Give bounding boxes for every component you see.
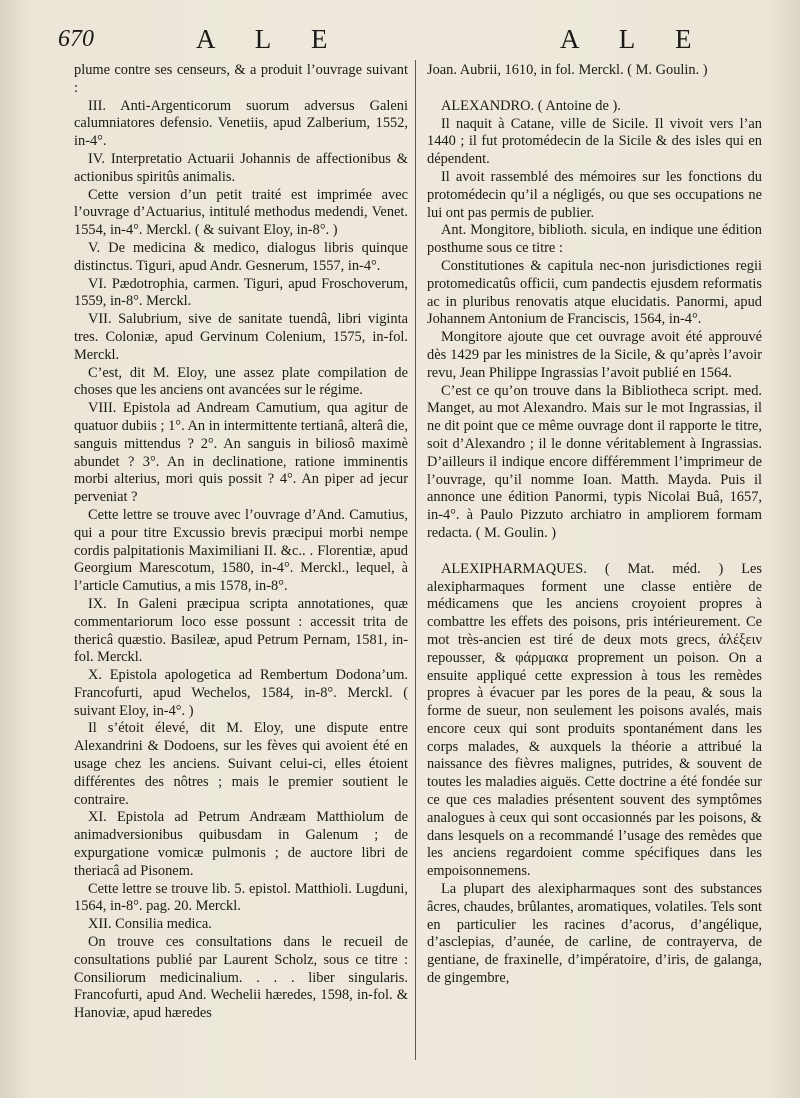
paragraph-title-citation: Constitutiones & capitula nec-non jurisdictiones regii protomedicatûs officii, cum pandectis ejusdem reformatis ac in pluribus renovatis atque elucidatis. Panormi, apud Johannem Antonium de Franciscis, 1564, in-4°. bbox=[427, 257, 762, 328]
entry-viii: VIII. Epistola ad Andream Camutium, qua agitur de quatuor dubiis ; 1°. An in intermittente tertianâ, alterâ die, sanguis mittendus ? 2°. An sanguis in biliosô maximè abundet ? 3°. An in declinatione, ratione imminentis morbi alterius, mori quis possit ? 4°. An piper ad jecur perveniat ? bbox=[74, 400, 408, 506]
paragraph: C’est ce qu’on trouve dans la Bibliotheca script. med. Manget, au mot Alexandro. Mais sur le mot Ingrassias, il ne dit point que ce même ouvrage dont il rapporte le titre, soit d’Alexandro ; il le donne véritablement à Ingrassias. D’ailleurs il indique encore différemment l’imprimeur de l’ouvrage, qu’il nomme Ioan. Matth. Mayda. Puis il annonce une édition Panormi, typis Nicolai Buâ, 1657, in-4°. à Paulo Pizzuto archiatro in ampliorem formam redacta. ( M. Goulin. ) bbox=[427, 382, 762, 541]
entry-vii: VII. Salubrium, sive de sanitate tuendâ, libri viginta tres. Coloniæ, apud Gervinum Colenium, 1575, in-fol. Merckl. bbox=[74, 311, 408, 363]
header-word-right: A L E bbox=[560, 24, 709, 54]
column-divider bbox=[415, 60, 416, 1060]
entry-xii: XII. Consilia medica. bbox=[88, 916, 212, 933]
running-header bbox=[0, 24, 800, 64]
article-heading-alexandro: ALEXANDRO. ( Antoine de ). bbox=[441, 97, 621, 114]
paragraph-note: Cette version d’un petit traité est imprimée avec l’ouvrage d’Actuarius, intitulé methodus medendi, Venet. 1554, in-4°. Merckl. ( & suivant Eloy, in-8°. ) bbox=[74, 186, 408, 239]
entry-v: V. De medicina & medico, dialogus libris quinque distinctus. Tiguri, apud Andr. Gesnerum, 1557, in-4°. bbox=[74, 239, 408, 274]
entry-vi: VI. Pædotrophia, carmen. Tiguri, apud Froschoverum, 1559, in-8°. Merckl. bbox=[74, 275, 408, 310]
paragraph-note: C’est, dit M. Eloy, une assez plate compilation de choses que les anciens ont avancées sur le régime. bbox=[74, 364, 408, 399]
paragraph-note: Cette lettre se trouve avec l’ouvrage d’And. Camutius, qui a pour titre Excussio brevis præcipui morbi nempe cordis palpitationis Maximiliani II. &c.. . Florentiæ, apud Georgium Marescotum, 1580, in-4°. Merckl., lequel, à l’article Camutius, a mis 1578, in-8°. bbox=[74, 506, 408, 595]
paragraph-continuation: plume contre ses censeurs, & a produit l’ouvrage suivant : bbox=[74, 62, 408, 96]
paragraph-continuation: Joan. Aubrii, 1610, in fol. Merckl. ( M. Goulin. ) bbox=[427, 62, 708, 78]
paragraph: La plupart des alexipharmaques sont des substances âcres, chaudes, brûlantes, aromatiques, volatiles. Tels sont en particulier les racines d’acorus, d’angélique, d’asclepias, d’aunée, de carline, de contrayerva, de gentiane, de fraxinelle, d’impératoire, d’iris, de galanga, de gingembre, bbox=[427, 881, 762, 987]
entry-iii: III. Anti-Argenticorum suorum adversus Galeni calumniatores defensio. Venetiis, apud Zalberium, 1552, in-4°. bbox=[74, 97, 408, 150]
paragraph-note: On trouve ces consultations dans le recueil de consultations publié par Laurent Scholz, sous ce titre : Consiliorum medicinalium. . . . liber singularis. Francofurti, apud And. Wechelii hæredes, 1598, in-fol. & Hanoviæ, apud hæredes bbox=[74, 934, 408, 1022]
header-word-left: A L E bbox=[196, 24, 345, 54]
right-column bbox=[427, 62, 762, 1092]
entry-ix: IX. In Galeni præcipua scripta annotationes, quæ commentariorum loco esse possunt : accessit trita de thericâ quæstio. Basileæ, apud Petrum Pernam, 1581, in-fol. Merckl. bbox=[74, 595, 408, 666]
paragraph: Mongitore ajoute que cet ouvrage avoit été approuvé dès 1429 par les ministres de la Sicile, & qu’après l’avoir revu, Jean Philippe Ingrassias l’avoit publié en 1564. bbox=[427, 329, 762, 381]
paragraph: Il naquit à Catane, ville de Sicile. Il vivoit vers l’an 1440 ; il fut protomédecin de la Sicile & des isles qui en dépendent. bbox=[427, 115, 762, 168]
paragraph: Il avoit rassemblé des mémoires sur les fonctions du protomédecin qu’il a négligés, ou que ses occupations ne lui ont pas permis de publier. bbox=[427, 168, 762, 221]
paragraph-note: Il s’étoit élevé, dit M. Eloy, une dispute entre Alexandrini & Dodoens, sur les fèves qui avoient été en usage chez les anciens. Suivant celui-ci, elles étoient différentes des nôtres ; mais le premier soutient le contraire. bbox=[74, 720, 408, 808]
paragraph-note: Cette lettre se trouve lib. 5. epistol. Matthioli. Lugduni, 1564, in-8°. pag. 20. Merckl. bbox=[74, 880, 408, 915]
page-number: 670 bbox=[58, 26, 94, 52]
entry-xi: XI. Epistola ad Petrum Andræam Matthiolum de animadversionibus quibusdam in Galenum ; de expurgatione vomicæ pulmonis ; de auctore libri de theriacâ ad Pisonem. bbox=[74, 809, 408, 879]
paragraph: Ant. Mongitore, biblioth. sicula, en indique une édition posthume sous ce titre : bbox=[427, 222, 762, 257]
entry-x: X. Epistola apologetica ad Rembertum Dodona’um. Francofurti, apud Wechelos, 1584, in-8°. Merckl. ( suivant Eloy, in-4°. ) bbox=[74, 667, 408, 719]
left-column bbox=[74, 62, 408, 1092]
article-alexipharmaques: ALEXIPHARMAQUES. ( Mat. méd. ) Les alexipharmaques forment une classe entière de médicamens que les anciens croyoient propres à combattre les effets des poisons, pris intérieurement. Ce mot très-ancien est tiré de deux mots grecs, ἀλέξειν repousser, & φάρμακα proprement un poison. On a ensuite appliqué cette expression à tous les remèdes propres à évacuer par les pores de la peau, & sous la forme de sueur, non seulement les poisons avalés, mais encore ceux qui sont produits spontanément dans les corps malades, & auxquels la théorie a attribué la naissance des fièvres malignes, putrides, & souvent de toutes les maladies aiguës. Cette doctrine a été fondée sur ce que ces maladies présentent souvent des symptômes analogues à ceux qui sont occasionnés par les poisons, & dans lesquels on a recommandé l’usage des remèdes que les anciens regardoient comme spécifiques dans les empoisonnemens. bbox=[427, 560, 762, 880]
entry-iv: IV. Interpretatio Actuarii Johannis de affectionibus & actionibus spiritûs animalis. bbox=[74, 150, 408, 185]
